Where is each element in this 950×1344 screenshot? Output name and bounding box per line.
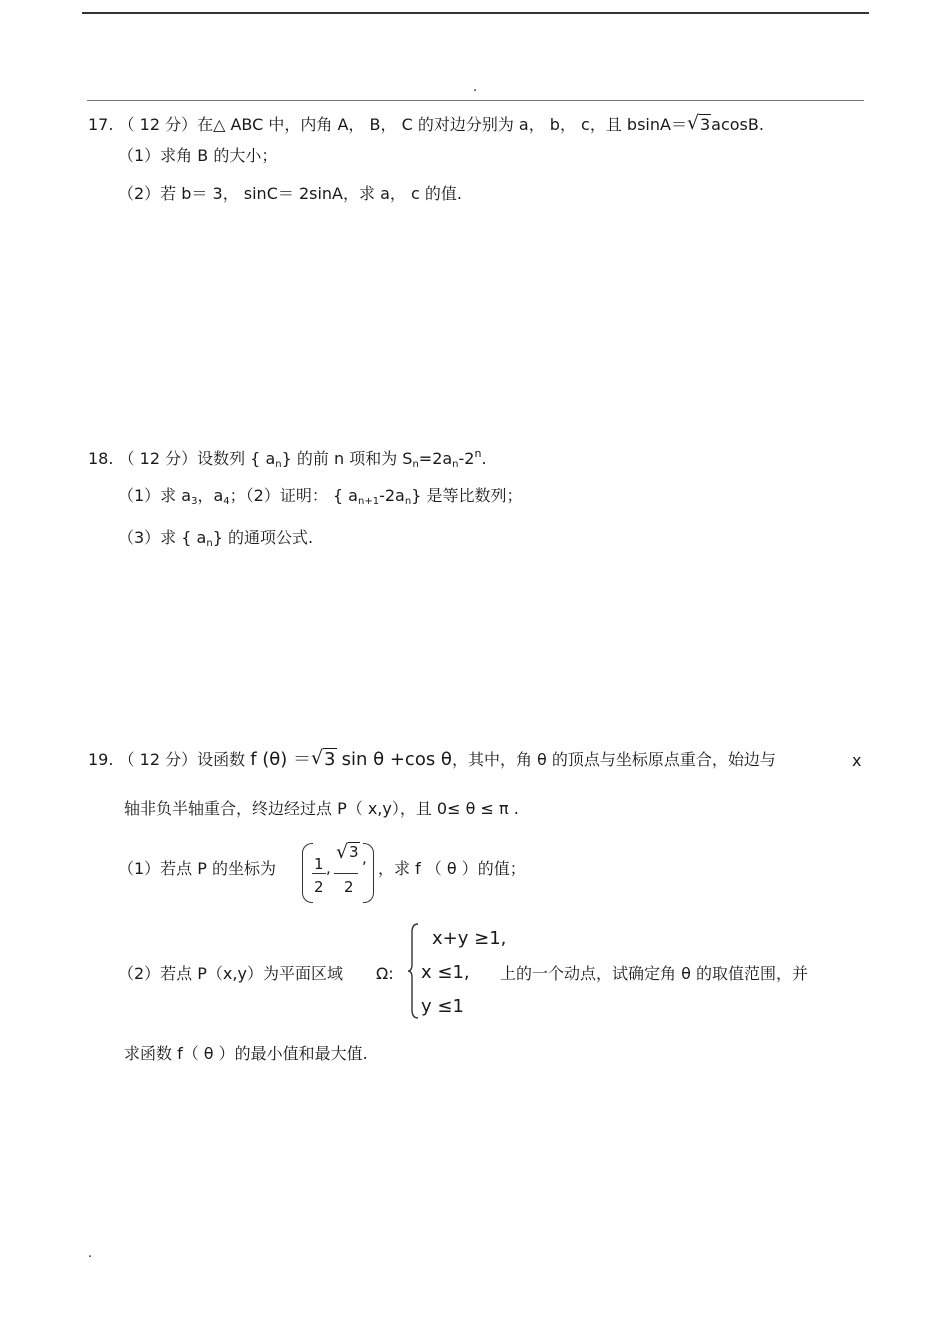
q19-part2-a: （2）若点 P（x,y）为平面区域 (118, 964, 343, 983)
q19-omega: Ω: (376, 964, 394, 983)
q18-p1-text: } 是等比数列； (411, 486, 523, 505)
q17-number: 17. (88, 115, 114, 134)
q19-part1-a: （1）若点 P 的坐标为 (118, 859, 277, 878)
q19-line2: 轴非负半轴重合，终边经过点 P（ x,y），且 0≤ θ ≤ π . (124, 799, 519, 818)
q18-stem (88, 443, 487, 476)
q18-stem-text-d: -2 (458, 449, 475, 468)
header-rule (82, 12, 869, 14)
frac2-num: √ 3 (336, 843, 360, 861)
q17-stem-text-b: acosB. (711, 115, 764, 134)
q19-x: x (852, 751, 862, 770)
q17-stem (88, 114, 764, 136)
q17-points: （ 12 分） (118, 115, 198, 134)
q19-cond2: x ≤1, (421, 962, 470, 983)
frac-comma: , (326, 859, 331, 877)
q19-cond3: y ≤1 (421, 996, 464, 1017)
q18-stem-text-a: 设数列 { a (197, 449, 276, 468)
q18-sub: n (452, 459, 459, 470)
q18-p3-text: } 的通项公式. (212, 528, 314, 547)
frac2-bar (334, 873, 358, 874)
q17-stem-text-a: 在△ ABC 中，内角 A， B， C 的对边分别为 a， b， c，且 bsinA＝ (197, 115, 687, 134)
q18-sup: n (474, 447, 482, 460)
frac1-bar (312, 873, 326, 874)
q18-sub: n+1 (357, 496, 380, 507)
q17-sqrt: √ 3 (689, 114, 711, 136)
q18-sub: n (206, 538, 213, 549)
q18-points: （ 12 分） (118, 449, 198, 468)
footer-dot: . (88, 1246, 93, 1261)
q18-part1-2 (118, 485, 522, 513)
q18-sub: n (404, 496, 412, 507)
q19-part2-b: 上的一个动点，试确定角 θ 的取值范围，并 (500, 964, 808, 983)
q19-number: 19. (88, 750, 114, 769)
q18-part3 (118, 527, 313, 555)
q18-sub: 3 (191, 496, 198, 507)
q18-stem-text-e: . (481, 449, 487, 468)
frac1-num: 1 (314, 855, 324, 873)
q19-stem-text-b: ，其中，角 θ 的顶点与坐标原点重合，始边与 (451, 750, 776, 769)
q19-point-coords (302, 843, 374, 903)
brace-icon (408, 922, 420, 1020)
q18-stem-text-c: =2a (418, 449, 453, 468)
q19-part2-c: 求函数 f（ θ ）的最小值和最大值. (124, 1044, 368, 1063)
header-subrule (87, 100, 864, 101)
frac2-den: 2 (344, 878, 354, 896)
header-dot: . (473, 80, 478, 95)
q19-func: f (θ) ＝ (250, 749, 312, 770)
q19-part1-b: ，求 f （ θ ）的值； (378, 859, 526, 878)
q18-sub: n (275, 459, 282, 470)
q18-p1-text: -2a (379, 486, 405, 505)
q19-cond1: x+y ≥1, (432, 928, 507, 949)
q18-p1-text: ；（2）证明： { a (229, 486, 358, 505)
q19-stem (88, 749, 776, 771)
q19-sqrt: √ 3 (313, 749, 336, 771)
q18-stem-text-b: } 的前 n 项和为 S (281, 449, 413, 468)
frac1-den: 2 (314, 878, 324, 896)
q19-stem-text-a: 设函数 (197, 750, 246, 769)
q18-p1-text: （1）求 a (118, 486, 192, 505)
q17-part2: （2）若 b＝ 3， sinC＝ 2sinA，求 a， c 的值. (118, 184, 462, 203)
q19-func-b: sin θ +cos θ (341, 749, 452, 770)
q17-part1: （1）求角 B 的大小； (118, 146, 278, 165)
q18-p3-text: （3）求 { a (118, 528, 207, 547)
q18-sub: n (412, 459, 419, 470)
q18-p1-text: ，a (197, 486, 224, 505)
frac-trailing-comma: , (362, 849, 367, 867)
q19-points: （ 12 分） (118, 750, 198, 769)
q18-sub: 4 (223, 496, 230, 507)
q18-number: 18. (88, 449, 114, 468)
